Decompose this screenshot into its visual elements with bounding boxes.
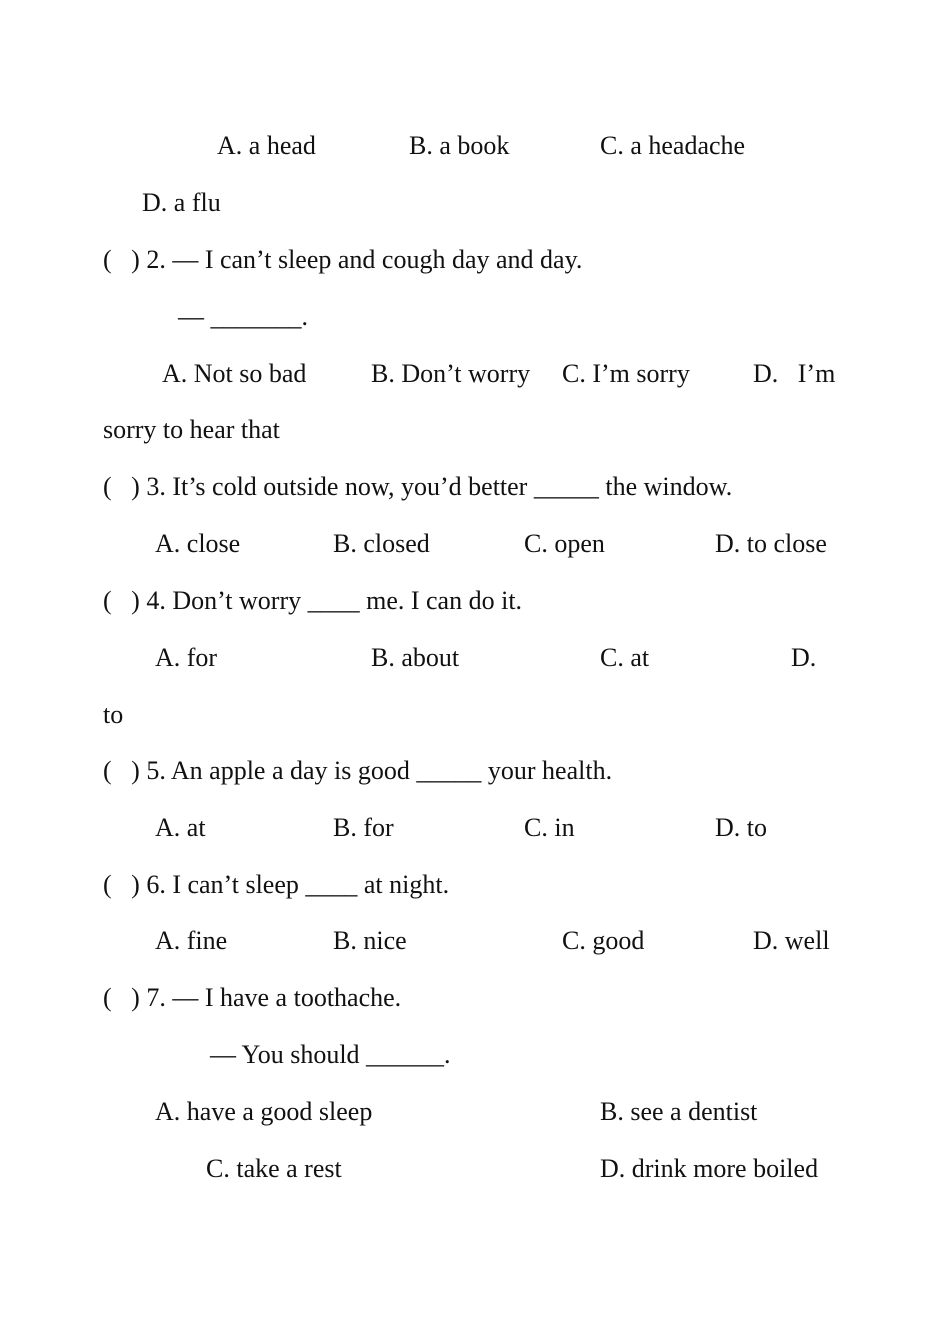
q5-option-c: C. in (524, 813, 575, 842)
q6-option-b: B. nice (333, 926, 407, 955)
q1-option-c: C. a headache (600, 131, 746, 160)
q2-option-d-start: D. I’m (753, 359, 836, 388)
q4-option-b: B. about (371, 643, 460, 672)
q7-option-d: D. drink more boiled (600, 1154, 819, 1183)
q6-option-a: A. fine (155, 926, 228, 955)
q6-option-d: D. well (753, 926, 830, 955)
q1-option-b: B. a book (409, 131, 510, 160)
q3-option-c: C. open (524, 529, 605, 558)
q1-option-a: A. a head (217, 131, 316, 160)
q5-stem: ( ) 5. An apple a day is good _____ your health. (103, 756, 613, 785)
q2-option-d-continued: sorry to hear that (103, 415, 280, 444)
q7-option-b: B. see a dentist (600, 1097, 758, 1126)
q3-stem: ( ) 3. It’s cold outside now, you’d better _____ the window. (103, 472, 733, 501)
q1-option-d: D. a flu (142, 188, 221, 217)
q3-option-d: D. to close (715, 529, 827, 558)
q5-option-d: D. to (715, 813, 767, 842)
q7-stem: ( ) 7. — I have a toothache. (103, 983, 402, 1012)
q5-option-b: B. for (333, 813, 394, 842)
q2-option-b: B. Don’t worry (371, 359, 531, 388)
q4-option-d-continued: to (103, 700, 124, 729)
q7-option-a: A. have a good sleep (155, 1097, 373, 1126)
q2-option-c: C. I’m sorry (562, 359, 690, 388)
q4-option-d-start: D. (791, 643, 817, 672)
q7-option-c: C. take a rest (206, 1154, 342, 1183)
q2-option-a: A. Not so bad (162, 359, 307, 388)
q5-option-a: A. at (155, 813, 206, 842)
q7-reply: — You should ______. (210, 1040, 451, 1069)
q2-stem: ( ) 2. — I can’t sleep and cough day and day. (103, 245, 583, 274)
q3-option-a: A. close (155, 529, 241, 558)
q6-option-c: C. good (562, 926, 645, 955)
q6-stem: ( ) 6. I can’t sleep ____ at night. (103, 870, 450, 899)
q3-option-b: B. closed (333, 529, 430, 558)
q4-stem: ( ) 4. Don’t worry ____ me. I can do it. (103, 586, 523, 615)
q4-option-a: A. for (155, 643, 218, 672)
q4-option-c: C. at (600, 643, 650, 672)
q2-reply: — _______. (178, 302, 308, 331)
